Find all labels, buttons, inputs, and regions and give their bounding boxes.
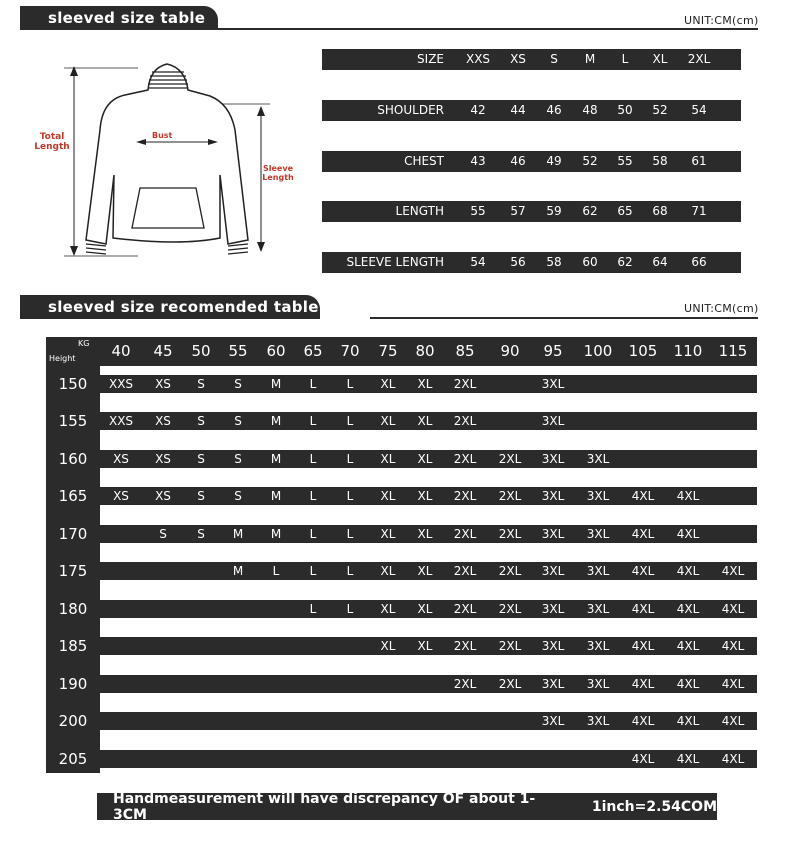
size-recommendation-cell: XS: [113, 452, 129, 466]
size-recommendation-cell: 3XL: [541, 452, 565, 466]
size-row-label: LENGTH: [395, 204, 444, 218]
table-row: [100, 637, 757, 655]
size-recommendation-cell: 3XL: [541, 414, 565, 428]
kg-header-cell: 55: [228, 342, 248, 360]
size-cell: 46: [546, 103, 562, 117]
height-cell: 190: [58, 675, 88, 693]
section-title-size-table: sleeved size table: [20, 6, 218, 30]
size-recommendation-cell: S: [197, 377, 205, 391]
size-recommendation-cell: S: [234, 414, 242, 428]
table-row: [100, 450, 757, 468]
size-recommendation-cell: XL: [380, 564, 396, 578]
size-recommendation-cell: 2XL: [453, 677, 477, 691]
height-cell: 165: [58, 487, 88, 505]
size-recommendation-cell: S: [234, 377, 242, 391]
size-recommendation-cell: 2XL: [498, 639, 522, 653]
size-recommendation-cell: 4XL: [676, 564, 700, 578]
size-cell: XL: [652, 52, 668, 66]
size-cell: 71: [691, 204, 707, 218]
size-cell: 42: [470, 103, 486, 117]
size-cell: 58: [652, 154, 668, 168]
kg-header-cell: 115: [718, 342, 748, 360]
size-recommendation-cell: 2XL: [498, 527, 522, 541]
size-recommendation-cell: 3XL: [586, 452, 610, 466]
size-recommendation-cell: XXS: [108, 414, 134, 428]
size-row-length: [322, 201, 741, 222]
height-cell: 170: [58, 525, 88, 543]
size-recommendation-cell: XL: [417, 452, 433, 466]
size-cell: 65: [617, 204, 633, 218]
size-recommendation-cell: 4XL: [631, 489, 655, 503]
size-cell: 2XL: [687, 52, 711, 66]
size-recommendation-cell: 2XL: [453, 527, 477, 541]
size-recommendation-cell: 2XL: [453, 639, 477, 653]
size-recommendation-cell: 3XL: [586, 639, 610, 653]
size-recommendation-cell: 4XL: [721, 564, 745, 578]
size-recommendation-cell: 2XL: [498, 602, 522, 616]
size-recommendation-cell: 4XL: [676, 527, 700, 541]
size-cell: 49: [546, 154, 562, 168]
size-recommendation-cell: 3XL: [541, 489, 565, 503]
size-recommendation-cell: XL: [380, 489, 396, 503]
kg-label: KG: [78, 339, 90, 348]
size-cell: 61: [691, 154, 707, 168]
table-row: [100, 562, 757, 580]
kg-header-cell: 70: [340, 342, 360, 360]
kg-header-cell: 90: [500, 342, 520, 360]
size-cell: L: [621, 52, 629, 66]
unit-label: UNIT:CM(cm): [684, 14, 759, 27]
size-recommendation-cell: XL: [417, 377, 433, 391]
size-recommendation-cell: L: [272, 564, 280, 578]
kg-header-cell: 75: [378, 342, 398, 360]
size-recommendation-cell: XS: [155, 377, 171, 391]
size-cell: 50: [617, 103, 633, 117]
table-row: [100, 675, 757, 693]
size-recommendation-cell: L: [346, 377, 354, 391]
size-cell: 52: [652, 103, 668, 117]
size-recommendation-cell: L: [346, 564, 354, 578]
size-cell: 55: [617, 154, 633, 168]
size-row-shoulder: [322, 100, 741, 121]
size-recommendation-cell: XL: [417, 602, 433, 616]
size-recommendation-cell: S: [159, 527, 167, 541]
table-row: [100, 600, 757, 618]
size-recommendation-cell: XL: [380, 602, 396, 616]
size-recommendation-cell: L: [309, 414, 317, 428]
size-cell: 54: [470, 255, 486, 269]
size-recommendation-cell: XL: [380, 414, 396, 428]
size-cell: 52: [582, 154, 598, 168]
section-divider: [218, 28, 758, 30]
size-recommendation-cell: 2XL: [498, 564, 522, 578]
size-cell: 43: [470, 154, 486, 168]
size-recommendation-cell: 4XL: [631, 714, 655, 728]
size-recommendation-cell: 3XL: [541, 564, 565, 578]
size-recommendation-cell: XS: [113, 489, 129, 503]
inch-conversion: 1inch=2.54COM: [591, 798, 717, 815]
size-recommendation-cell: 4XL: [676, 677, 700, 691]
size-recommendation-cell: M: [270, 452, 282, 466]
size-recommendation-cell: 4XL: [631, 527, 655, 541]
size-recommendation-cell: 2XL: [453, 602, 477, 616]
size-recommendation-cell: L: [309, 527, 317, 541]
height-cell: 205: [58, 750, 88, 768]
size-recommendation-cell: 4XL: [721, 602, 745, 616]
height-cell: 155: [58, 412, 88, 430]
kg-header-cell: 80: [415, 342, 435, 360]
size-row-label: SIZE: [417, 52, 444, 66]
kg-header-cell: 65: [303, 342, 323, 360]
table-row: [100, 525, 757, 543]
size-recommendation-cell: XL: [380, 527, 396, 541]
size-recommendation-cell: L: [346, 452, 354, 466]
kg-header-cell: 105: [628, 342, 658, 360]
height-cell: 175: [58, 562, 88, 580]
table-row: [100, 750, 757, 768]
size-recommendation-cell: 2XL: [498, 677, 522, 691]
size-cell: 57: [510, 204, 526, 218]
recommended-size-table: [46, 337, 757, 773]
kg-header-cell: 50: [191, 342, 211, 360]
size-recommendation-cell: XL: [417, 414, 433, 428]
height-label: Height: [49, 354, 76, 363]
size-recommendation-cell: 4XL: [631, 752, 655, 766]
size-recommendation-cell: 2XL: [453, 414, 477, 428]
size-recommendation-cell: 3XL: [586, 677, 610, 691]
size-recommendation-cell: 2XL: [453, 489, 477, 503]
size-recommendation-cell: 2XL: [453, 452, 477, 466]
size-recommendation-cell: 2XL: [498, 452, 522, 466]
size-cell: 60: [582, 255, 598, 269]
size-recommendation-cell: 4XL: [631, 564, 655, 578]
height-column: [46, 337, 100, 773]
size-recommendation-cell: 4XL: [631, 639, 655, 653]
size-recommendation-cell: XS: [155, 452, 171, 466]
size-recommendation-cell: 3XL: [586, 714, 610, 728]
size-recommendation-cell: S: [234, 489, 242, 503]
size-recommendation-cell: L: [309, 602, 317, 616]
size-cell: M: [584, 52, 596, 66]
kg-header-cell: 110: [673, 342, 703, 360]
bust-label: Bust: [152, 131, 173, 140]
kg-header-row: [46, 337, 757, 366]
size-recommendation-cell: 2XL: [453, 377, 477, 391]
size-recommendation-cell: S: [197, 414, 205, 428]
section-divider-2: [370, 317, 758, 319]
size-cell: 46: [510, 154, 526, 168]
size-row-label: SLEEVE LENGTH: [346, 255, 444, 269]
size-recommendation-cell: 4XL: [676, 752, 700, 766]
size-cell: 62: [617, 255, 633, 269]
size-row-label: CHEST: [404, 154, 444, 168]
size-recommendation-cell: 4XL: [721, 639, 745, 653]
table-row: [100, 487, 757, 505]
sleeve-length-label: Sleeve Length: [262, 164, 294, 182]
size-recommendation-cell: 3XL: [541, 677, 565, 691]
size-cell: 58: [546, 255, 562, 269]
size-recommendation-cell: L: [346, 489, 354, 503]
size-recommendation-cell: 4XL: [721, 714, 745, 728]
size-recommendation-cell: M: [270, 489, 282, 503]
kg-header-cell: 85: [455, 342, 475, 360]
size-recommendation-cell: XS: [155, 489, 171, 503]
size-recommendation-cell: M: [232, 564, 244, 578]
size-recommendation-cell: L: [309, 564, 317, 578]
size-cell: XXS: [465, 52, 491, 66]
size-cell: 59: [546, 204, 562, 218]
discrepancy-note: Handmeasurement will have discrepancy OF about 1-3CM: [113, 790, 536, 823]
size-recommendation-cell: 3XL: [541, 527, 565, 541]
size-recommendation-cell: L: [309, 452, 317, 466]
size-recommendation-cell: S: [234, 452, 242, 466]
size-recommendation-cell: 3XL: [586, 602, 610, 616]
size-recommendation-cell: L: [309, 377, 317, 391]
size-recommendation-cell: XL: [380, 377, 396, 391]
size-recommendation-cell: 3XL: [541, 714, 565, 728]
size-recommendation-cell: L: [346, 527, 354, 541]
size-recommendation-cell: XL: [417, 639, 433, 653]
size-recommendation-cell: M: [232, 527, 244, 541]
size-recommendation-cell: 4XL: [721, 677, 745, 691]
height-cell: 185: [58, 637, 88, 655]
size-cell: XS: [510, 52, 526, 66]
size-cell: 56: [510, 255, 526, 269]
size-cell: S: [550, 52, 558, 66]
unit-label-2: UNIT:CM(cm): [684, 302, 759, 315]
table-row: [100, 375, 757, 393]
size-recommendation-cell: 3XL: [541, 639, 565, 653]
size-recommendation-cell: XL: [417, 564, 433, 578]
kg-header-cell: 45: [153, 342, 173, 360]
size-recommendation-cell: S: [197, 527, 205, 541]
kg-header-cell: 100: [583, 342, 613, 360]
size-recommendation-cell: XL: [417, 489, 433, 503]
height-cell: 200: [58, 712, 88, 730]
kg-header-cell: 60: [266, 342, 286, 360]
size-row-sleeve-length: [322, 252, 741, 273]
size-recommendation-cell: L: [346, 602, 354, 616]
size-recommendation-cell: 3XL: [586, 564, 610, 578]
size-cell: 66: [691, 255, 707, 269]
size-recommendation-cell: XS: [155, 414, 171, 428]
size-recommendation-cell: 4XL: [676, 714, 700, 728]
table-row: [100, 412, 757, 430]
footer-note: [97, 790, 717, 823]
size-cell: 55: [470, 204, 486, 218]
size-recommendation-cell: XL: [380, 452, 396, 466]
size-recommendation-cell: 3XL: [541, 377, 565, 391]
kg-header-cell: 95: [543, 342, 563, 360]
size-row-size: [322, 49, 741, 70]
section-title-recommended-table: sleeved size recomended table: [20, 295, 320, 319]
total-length-label: Total Length: [34, 132, 70, 152]
size-recommendation-cell: 3XL: [541, 602, 565, 616]
height-cell: 180: [58, 600, 88, 618]
height-cell: 150: [58, 375, 88, 393]
size-cell: 64: [652, 255, 668, 269]
table-row: [100, 712, 757, 730]
size-recommendation-cell: S: [197, 489, 205, 503]
size-recommendation-cell: 4XL: [631, 677, 655, 691]
size-recommendation-cell: XL: [380, 639, 396, 653]
size-cell: 44: [510, 103, 526, 117]
size-cell: 54: [691, 103, 707, 117]
size-recommendation-cell: 4XL: [721, 752, 745, 766]
size-recommendation-cell: M: [270, 527, 282, 541]
size-recommendation-cell: 2XL: [498, 489, 522, 503]
height-cell: 160: [58, 450, 88, 468]
size-recommendation-cell: 4XL: [676, 602, 700, 616]
size-recommendation-cell: XXS: [108, 377, 134, 391]
size-recommendation-cell: M: [270, 414, 282, 428]
size-recommendation-cell: L: [309, 489, 317, 503]
size-recommendation-cell: M: [270, 377, 282, 391]
size-recommendation-cell: 4XL: [631, 602, 655, 616]
size-recommendation-cell: XL: [417, 527, 433, 541]
size-recommendation-cell: 4XL: [676, 489, 700, 503]
size-recommendation-cell: S: [197, 452, 205, 466]
size-cell: 48: [582, 103, 598, 117]
size-recommendation-cell: 3XL: [586, 489, 610, 503]
size-row-label: SHOULDER: [377, 103, 444, 117]
size-recommendation-cell: 4XL: [676, 639, 700, 653]
size-recommendation-cell: L: [346, 414, 354, 428]
size-recommendation-cell: 2XL: [453, 564, 477, 578]
size-recommendation-cell: 3XL: [586, 527, 610, 541]
size-cell: 68: [652, 204, 668, 218]
size-row-chest: [322, 151, 741, 172]
kg-header-cell: 40: [111, 342, 131, 360]
size-cell: 62: [582, 204, 598, 218]
